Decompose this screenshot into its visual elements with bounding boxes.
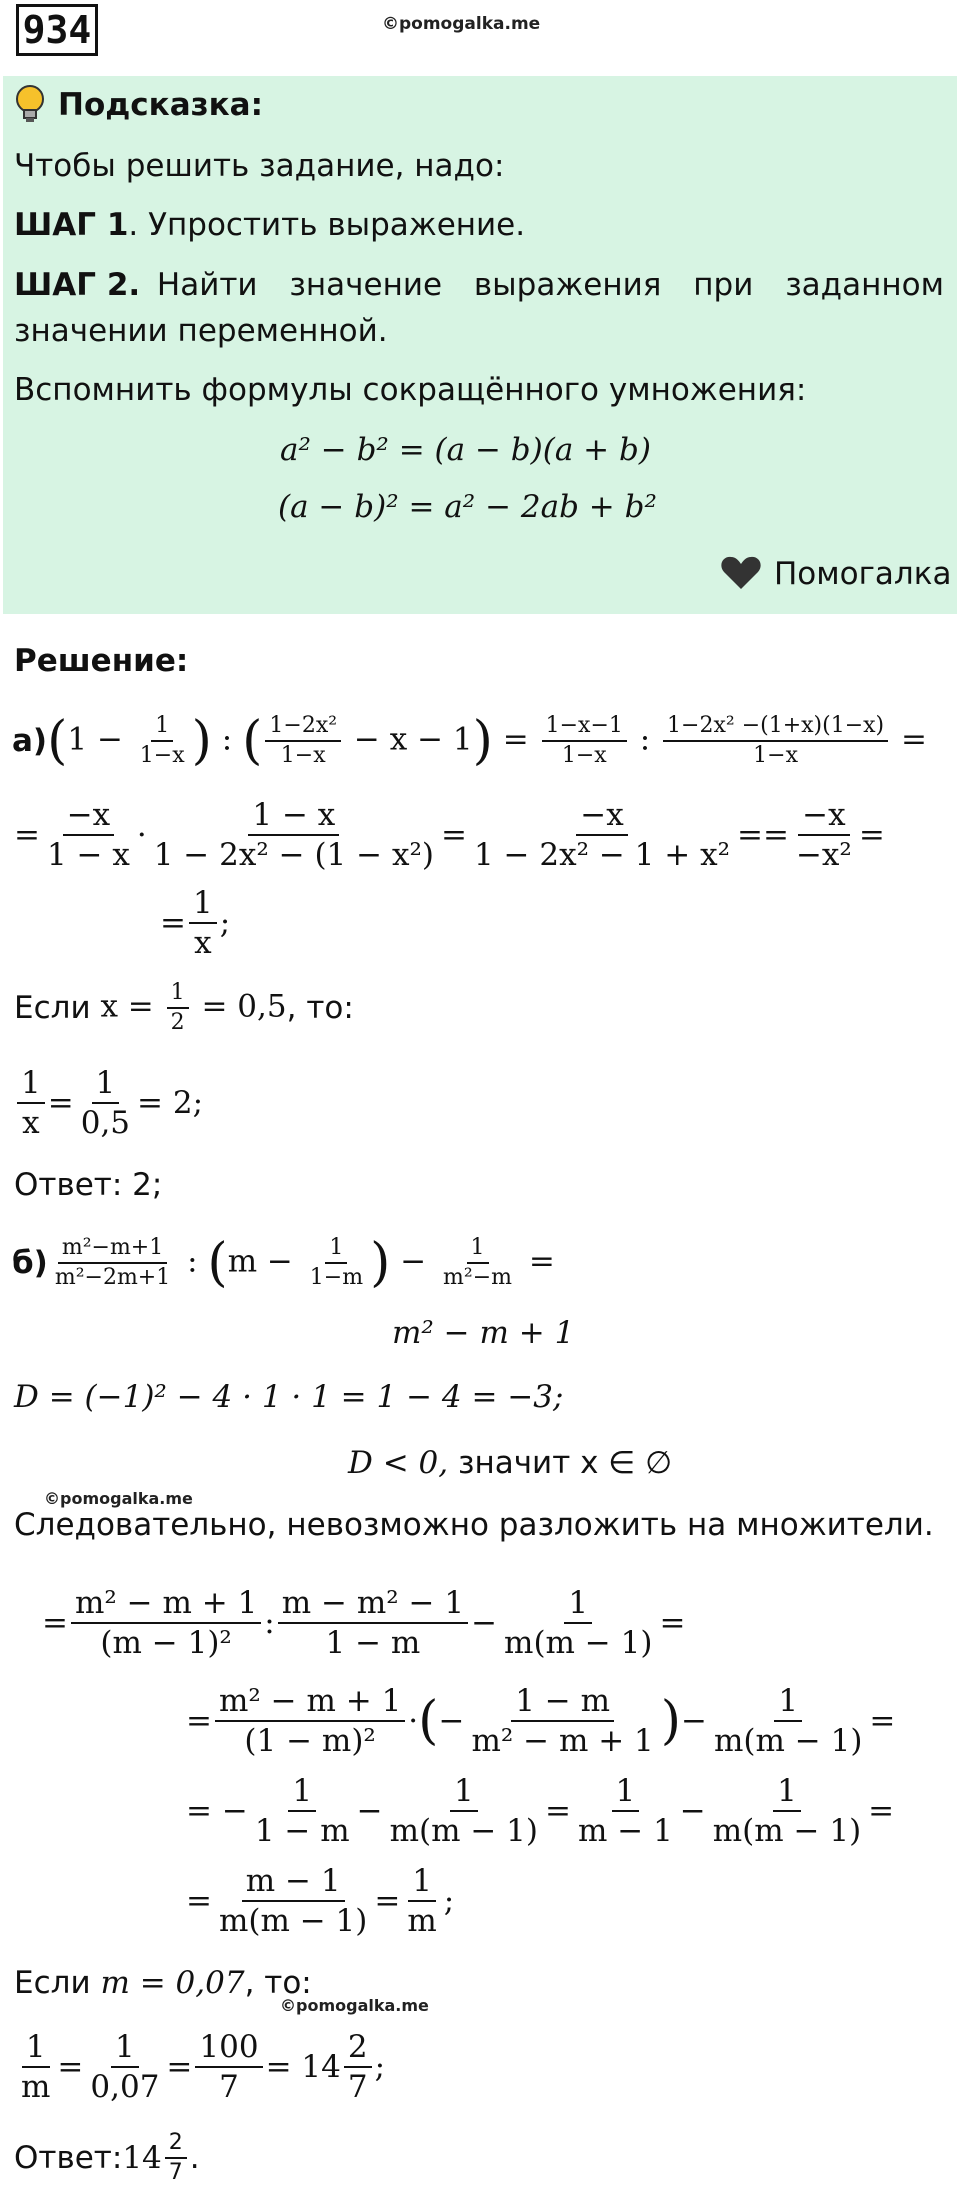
- part-a-label: а): [12, 722, 48, 759]
- formula-1: a² − b² = (a − b)(a + b): [280, 432, 651, 468]
- conclusion: Следовательно, невозможно разложить на множители.: [14, 1507, 934, 1543]
- task-number: 934: [16, 4, 98, 56]
- part-b-line-4: = − $\frac{1}{1 - m}$ − $\frac{1}{m(m - 1)}$ = $\frac{1}{m - 1}$ − $\frac{1}{m(m - 1)}$ =: [186, 1772, 895, 1849]
- hint-title: Подсказка:: [58, 87, 263, 123]
- d-less: D < 0,: [348, 1445, 449, 1481]
- m2-m-1: m² − m + 1: [392, 1315, 575, 1351]
- part-b-line-3: = $\frac{\text{m² − m + 1}}{\text{(1 − m)²}}$ · ( − $\frac{1 - m}{\text{m² − m + 1}}$ ) − $\frac{1}{m(m - 1)}$ =: [186, 1682, 896, 1759]
- part-b-label: б): [12, 1244, 48, 1281]
- if-m-word: Если: [14, 1965, 91, 2001]
- solution-title: Решение:: [14, 643, 189, 679]
- then-word-b: , то:: [244, 1965, 312, 2001]
- answer-b-label: Ответ:: [14, 2139, 123, 2176]
- if-x-line: Если x = $\frac{1}{2}$ = 0,5 , то:: [14, 979, 354, 1035]
- step2-text-a: Найти значение выражения при заданном: [156, 267, 944, 303]
- discriminant: D = (−1)² − 4 · 1 · 1 = 1 − 4 = −3;: [14, 1379, 564, 1415]
- answer-b-int: 14: [122, 2139, 162, 2176]
- part-a-line-2: = $\frac{-x}{1 - x}$ · $\frac{1 - x}{\text{1 − 2x² − (1 − x²)}}$ = $\frac{-x}{\text{1 − 2x² − 1 + x²}}$ == $\frac{-x}{\text{−x²}}$ =: [14, 796, 885, 873]
- lightbulb-icon: [14, 84, 46, 124]
- answer-b-num: 2: [165, 2131, 187, 2159]
- hint-step2: [14, 267, 944, 303]
- calc-a: $\frac{1}{x}$ = $\frac{1}{0,5}$ = 2;: [14, 1058, 203, 1148]
- hint-step1: [14, 207, 526, 243]
- calc-b: $\frac{1}{m}$ = $\frac{1}{0,07}$ = $\frac{100}{7}$ = 14 $\frac{2}{7}$ ;: [21, 2028, 386, 2105]
- part-a-line-3: = $\frac{1}{x}$ ;: [160, 884, 231, 961]
- expr-b1: $\frac{\text{m²−m+1}}{\text{m²−2m+1}}$ : (m − $\frac{1}{1-m}$ ) − $\frac{1}{\text{m²−m}}$ =: [54, 1233, 555, 1293]
- heart-icon: [720, 555, 762, 591]
- if-x-word: Если: [14, 989, 91, 1026]
- answer-a: Ответ: 2;: [14, 1167, 163, 1203]
- step2-text-b: значении переменной.: [14, 313, 388, 349]
- formula-2: (a − b)² = a² − 2ab + b²: [278, 489, 657, 525]
- d-less-line: [348, 1445, 673, 1481]
- step2-label: ШАГ 2.: [14, 267, 141, 303]
- brand-label: Помогалка: [774, 556, 952, 592]
- then-word: , то:: [286, 989, 354, 1026]
- m-value: m = 0,07: [100, 1965, 245, 2001]
- step1-label: ШАГ 1: [14, 207, 129, 243]
- hint-intro: Чтобы решить задание, надо:: [14, 148, 505, 184]
- step1-text: . Упростить выражение.: [128, 207, 526, 243]
- formulas-intro: Вспомнить формулы сокращённого умножения:: [14, 372, 807, 408]
- watermark-top: ©pomogalka.me: [382, 14, 541, 34]
- d-means: значит x ∈ ∅: [457, 1445, 673, 1481]
- watermark-middle: ©pomogalka.me: [44, 1489, 193, 1508]
- answer-b: Ответ: 14 $\frac{2}{7}$ .: [14, 2129, 200, 2185]
- if-m-line: [14, 1965, 312, 2001]
- watermark-bottom: ©pomogalka.me: [280, 1996, 429, 2015]
- part-b-line-5: = $\frac{m - 1}{m(m - 1)}$ = $\frac{1}{m}$ ;: [186, 1862, 455, 1939]
- part-b-line-1: [12, 1228, 555, 1298]
- expr-a1: (1 − $\frac{1}{1-x}$ ) : ( $\frac{\text{1−2x²}}{1-x}$ − x − 1) = $\frac{1-x-1}{1-x}$ : $\frac{\text{1−2x² −(1+x)(1−x)}}{1-x}$ =: [47, 711, 927, 771]
- part-a-line-1: [12, 706, 927, 776]
- part-b-line-2: = $\frac{\text{m² − m + 1}}{\text{(m − 1)²}}$ : $\frac{\text{m − m² − 1}}{1 - m}$ − $\frac{1}{m(m - 1)}$ =: [42, 1584, 686, 1661]
- answer-b-den: 7: [168, 2160, 183, 2185]
